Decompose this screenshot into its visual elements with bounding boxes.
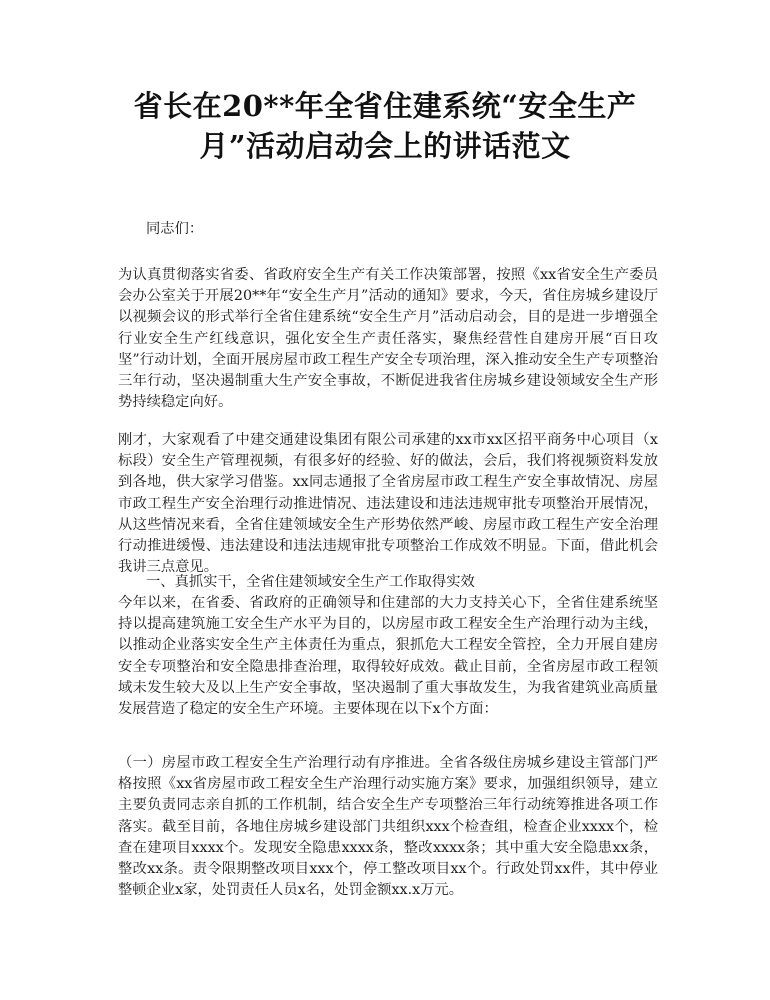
paragraph-subsection-1: （一）房屋市政工程安全生产治理行动有序推进。全省各级住房城乡建设主管部门严格按照《xx省房屋市政工程安全生产治理行动实施方案》要求，加强组织领导，建立主要负责同志亲自抓的工作机制，结合安全生产专项整治三年行动统筹推进各项工作落实。截至目前，各地住房城乡建设部门共组织xxx个检查组，检查企业xxxx个，检查在建项目xxxx个。发现安全隐患xxxx条，整改xxxx条；其中重大安全隐患xx条，整改xx条。责令限期整改项目xxx个，停工整改项目xx个。行政处罚xx件，其中停业整顿企业x家，处罚责任人员x名，处罚金额xx.x万元。 <box>118 755 658 899</box>
greeting: 同志们： <box>146 221 204 237</box>
paragraph-intro: 为认真贯彻落实省委、省政府安全生产有关工作决策部署，按照《xx省安全生产委员会办公室关于开展20**年“安全生产月”活动的通知》要求，今天，省住房城乡建设厅以视频会议的形式举行全省住建系统“安全生产月”活动启动会，目的是进一步增强全行业安全生产红线意识，强化安全生产责任落实，聚焦经营性自建房开展“百日攻坚”行动计划，全面开展房屋市政工程生产安全专项治理，深入推动安全生产专项整治三年行动，坚决遏制重大生产安全事故，不断促进我省住房城乡建设领域安全生产形势持续稳定向好。 <box>118 267 658 411</box>
paragraph-section-1: 今年以来，在省委、省政府的正确领导和住建部的大力支持关心下，全省住建系统坚持以提高建筑施工安全生产水平为目的，以房屋市政工程安全生产治理行动为主线，以推动企业落实安全生产主体责任为重点，狠抓危大工程安全管控，全力开展自建房安全专项整治和安全隐患排查治理，取得较好成效。截止目前，全省房屋市政工程领域未发生较大及以上生产安全事故，坚决遏制了重大事故发生，为我省建筑业高质量发展营造了稳定的安全生产环境。主要体现在以下x个方面： <box>118 595 658 718</box>
document-title: 省长在20**年全省住建系统“安全生产月”活动启动会上的讲话范文 <box>133 89 637 163</box>
section-heading-1: 一、真抓实干，全省住建领域安全生产工作取得实效 <box>146 574 475 590</box>
paragraph-review: 刚才，大家观看了中建交通建设集团有限公司承建的xx市xx区招平商务中心项目（x标段）安全生产管理视频，有很多好的经验、好的做法，会后，我们将视频资料发放到各地，供大家学习借鉴。xx同志通报了全省房屋市政工程生产安全事故情况、房屋市政工程生产安全治理行动推进情况、违法建设和违法违规审批专项整治开展情况，从这些情况来看，全省住建领域安全生产形势依然严峻、房屋市政工程生产安全治理行动推进缓慢、违法建设和违法违规审批专项整治工作成效不明显。下面，借此机会我讲三点意见。 <box>118 432 658 576</box>
